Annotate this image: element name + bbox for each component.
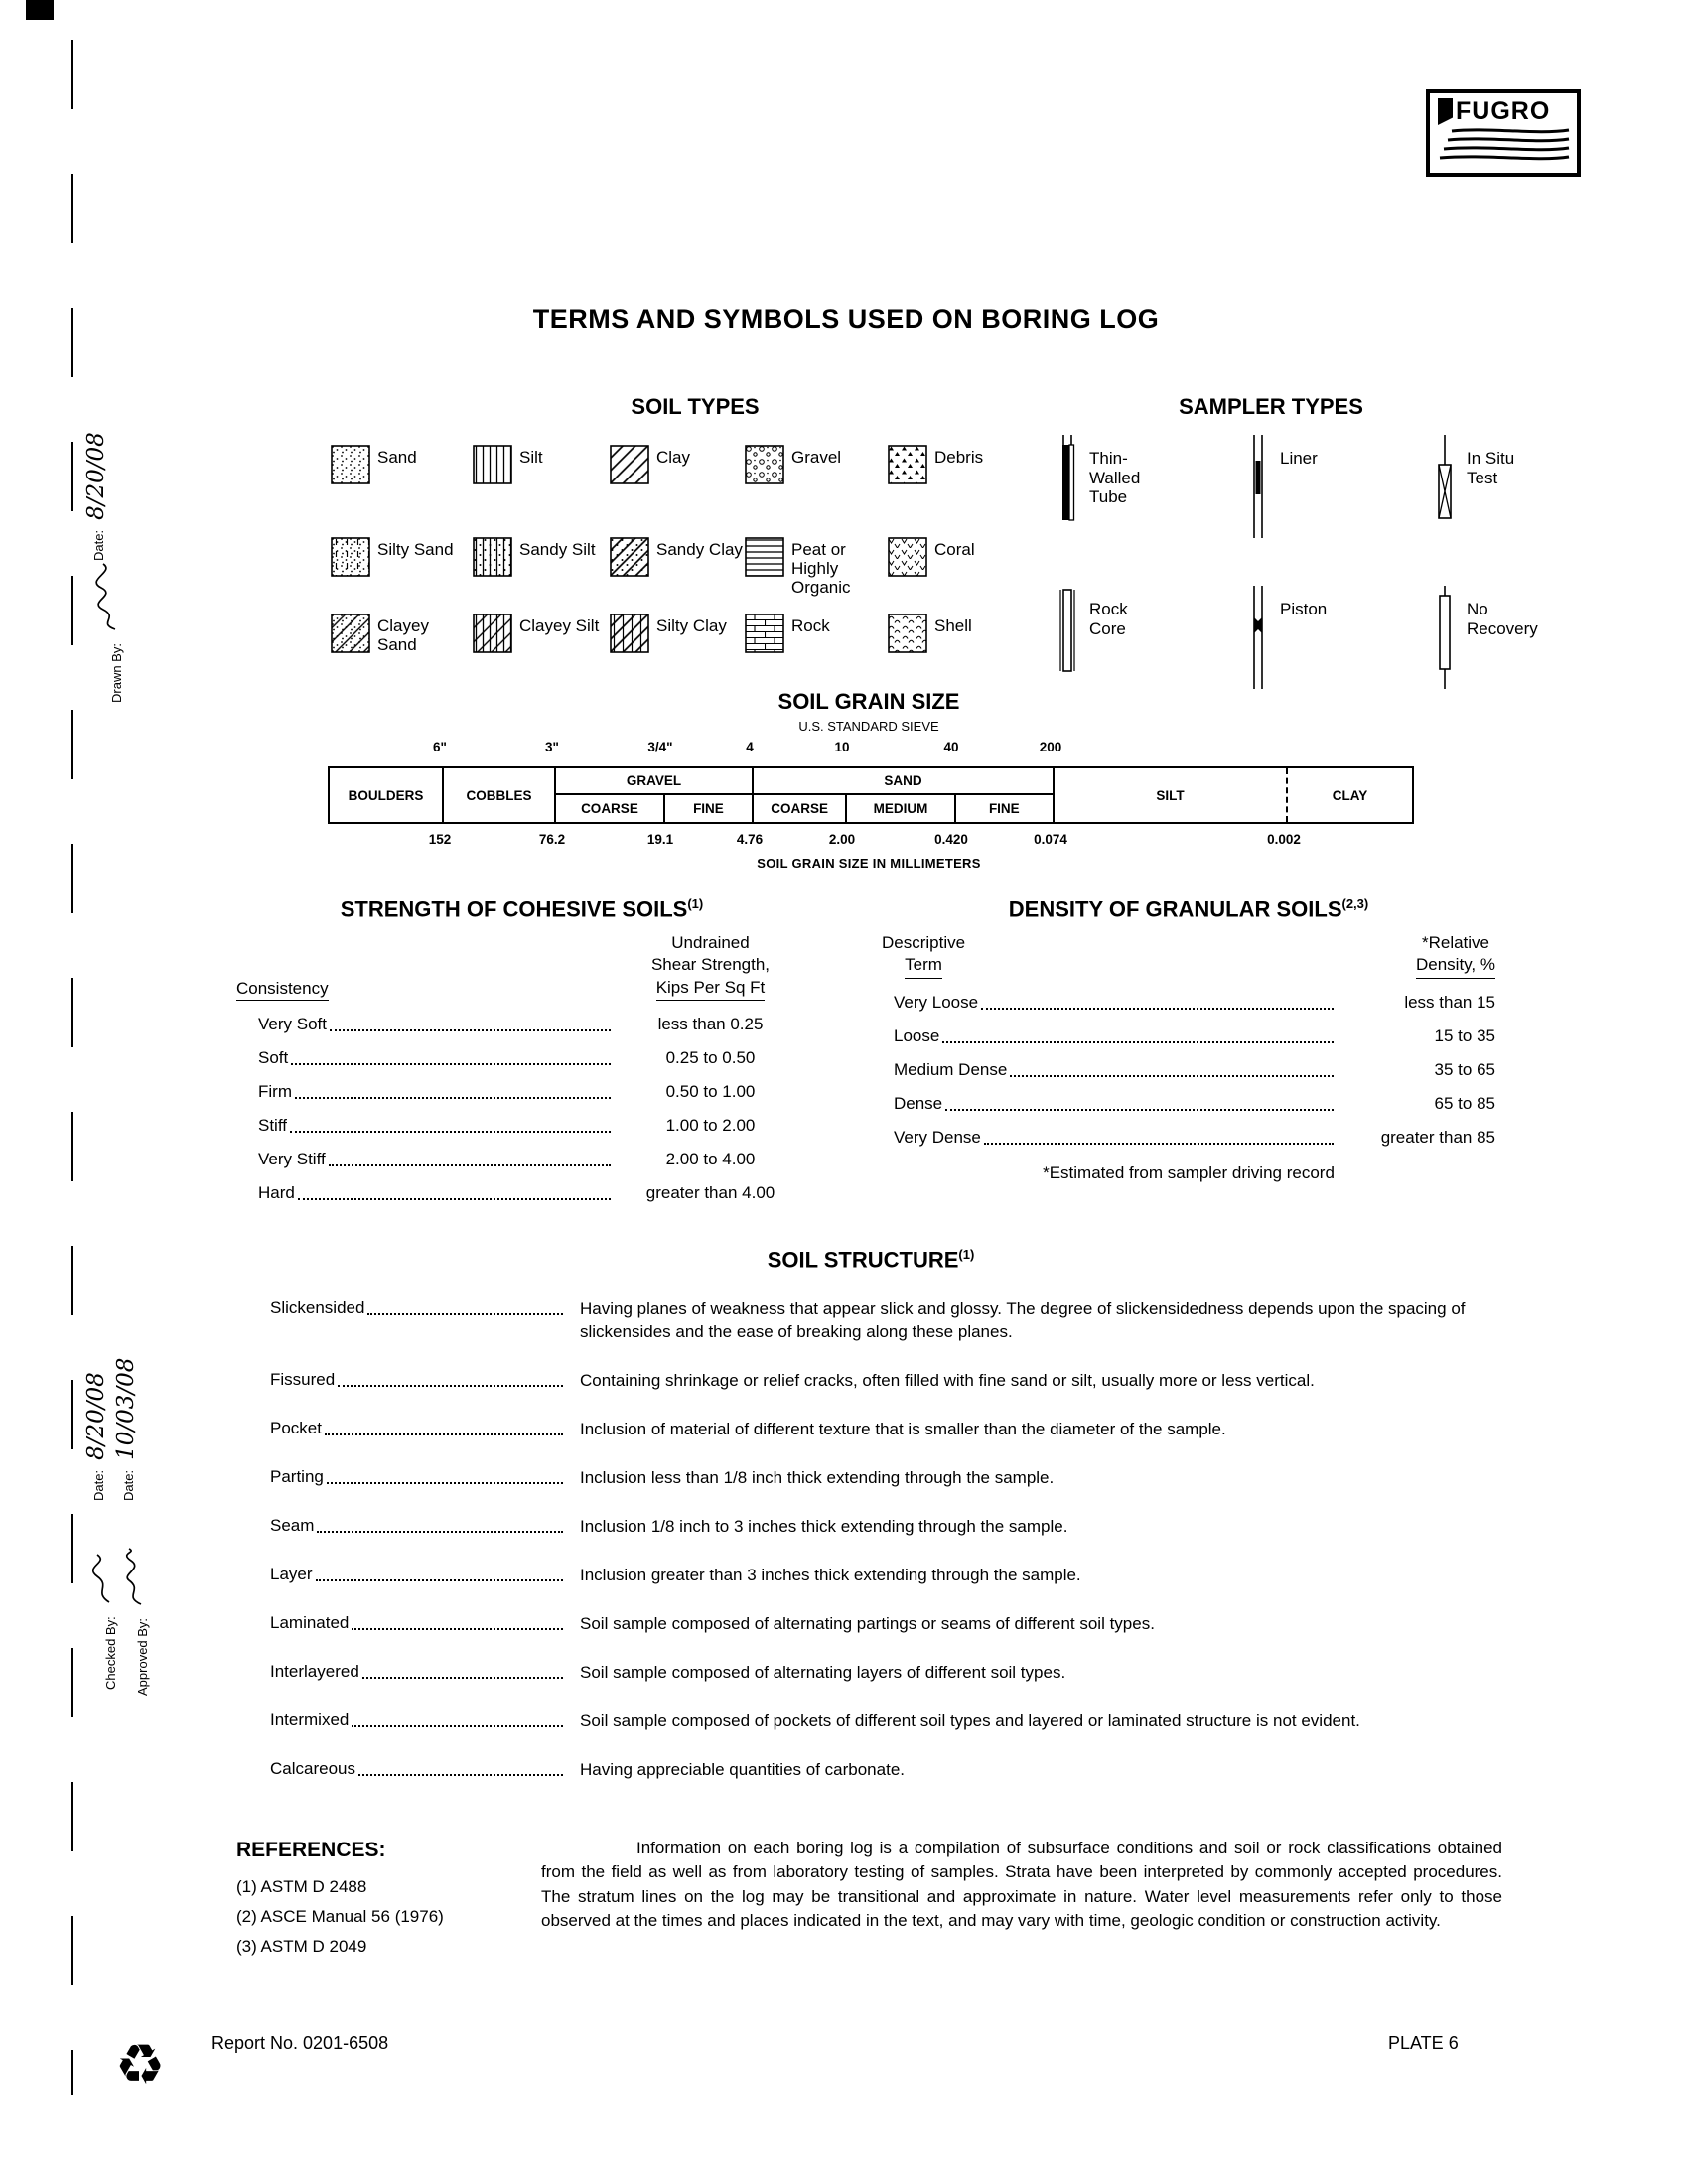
sieve-label: 40	[943, 740, 959, 754]
column-boulders	[330, 768, 442, 822]
density-term: Very Loose	[894, 992, 979, 1012]
structure-row	[236, 1759, 1505, 1782]
mm-value: 0.420	[934, 832, 968, 847]
soil-type-peat	[745, 537, 888, 614]
dotted-leader	[942, 1041, 1334, 1043]
structure-term: Laminated	[270, 1612, 350, 1632]
clay-pattern-icon	[610, 445, 649, 484]
soil-type-label: Sandy Clay	[656, 540, 743, 559]
soil-type-label: Sand	[377, 448, 417, 467]
dotted-leader	[1010, 1075, 1334, 1077]
piston-icon	[1245, 586, 1271, 695]
soil-structure-superscript: (1)	[958, 1247, 975, 1262]
clayey-silt-pattern-icon	[473, 614, 512, 653]
mm-value: 0.074	[1034, 832, 1067, 847]
consistency-term: Soft	[258, 1047, 289, 1067]
margin-date-top	[83, 432, 109, 561]
density-term: Loose	[894, 1025, 940, 1045]
density-row	[882, 1060, 1495, 1080]
column-header: SILT	[1156, 787, 1185, 803]
sandy-silt-pattern-icon	[473, 537, 512, 577]
structure-definition: Having planes of weakness that appear slick and glossy. The degree of slickensidedness depends upon the spacing of slickensides and the ease of breaking along these planes.	[580, 1299, 1466, 1342]
density-table-header	[882, 932, 1495, 978]
dotted-leader	[338, 1385, 563, 1387]
column-header: SAND	[754, 768, 1053, 795]
sampler-type-label: Liner	[1280, 449, 1318, 468]
sand-subcolumns	[754, 795, 1053, 822]
density-row	[882, 1026, 1495, 1046]
dotted-leader	[329, 1164, 611, 1166]
gravel-pattern-icon	[745, 445, 784, 484]
strength-row	[236, 1150, 807, 1169]
strength-table	[236, 896, 807, 1203]
margin-drawn-by	[95, 560, 124, 703]
structure-definition: Containing shrinkage or relief cracks, often filled with fine sand or silt, usually more or less vertical.	[580, 1371, 1315, 1391]
soil-structure-heading	[236, 1247, 1505, 1273]
density-value: 65 to 85	[1434, 1093, 1495, 1113]
strength-row	[236, 1015, 807, 1034]
clayey-sand-pattern-icon	[331, 614, 370, 653]
column-header: BOULDERS	[348, 787, 424, 803]
sampler-type-label: Piston	[1280, 600, 1328, 618]
header-line: *Relative	[1421, 933, 1490, 953]
subcolumn-header: MEDIUM	[845, 795, 953, 822]
density-table	[882, 896, 1495, 1183]
dotted-leader	[290, 1131, 611, 1133]
column-sand	[752, 768, 1053, 822]
peat-pattern-icon	[745, 537, 784, 577]
sandy-clay-pattern-icon	[610, 537, 649, 577]
sieve-label: 200	[1039, 740, 1062, 754]
fugro-logo-text: FUGRO	[1456, 97, 1551, 125]
references-heading: REFERENCES:	[236, 1839, 386, 1861]
sampler-in-situ-test	[1432, 435, 1617, 586]
date-label: Date:	[91, 529, 106, 561]
consistency-term: Stiff	[258, 1115, 287, 1135]
soil-type-label: Gravel	[791, 448, 842, 467]
strength-row	[236, 1183, 807, 1203]
dotted-leader	[317, 1531, 563, 1533]
dotted-leader	[352, 1628, 563, 1630]
margin-date-checked	[83, 1372, 109, 1501]
structure-definition: Inclusion greater than 3 inches thick extending through the sample.	[580, 1565, 1081, 1584]
column-header: CLAY	[1332, 787, 1368, 803]
debris-pattern-icon	[888, 445, 927, 484]
shell-pattern-icon	[888, 614, 927, 653]
fugro-logo	[1426, 89, 1581, 177]
scan-corner-mark	[26, 0, 54, 20]
in-situ-test-icon	[1432, 435, 1458, 544]
fugro-waves-icon	[1438, 126, 1571, 166]
sampler-type-label: Rock Core	[1089, 600, 1128, 638]
subcolumn-header: FINE	[663, 795, 752, 822]
dotted-leader	[981, 1008, 1334, 1010]
scan-left-margin-line	[71, 40, 73, 2095]
no-recovery-icon	[1432, 586, 1458, 695]
soil-type-clay	[610, 445, 745, 537]
structure-term: Interlayered	[270, 1661, 359, 1681]
silty-clay-pattern-icon	[610, 614, 649, 653]
soil-type-coral	[888, 537, 1027, 614]
grain-size-subheading: U.S. STANDARD SIEVE	[798, 719, 939, 734]
density-row	[882, 1128, 1495, 1148]
approved-by-label: Approved By:	[135, 1617, 150, 1696]
column-cobbles	[442, 768, 554, 822]
strength-value: greater than 4.00	[645, 1182, 776, 1202]
density-value: 15 to 35	[1434, 1025, 1495, 1045]
subcolumn-header: COARSE	[771, 801, 829, 816]
soil-type-label: Coral	[934, 540, 975, 559]
strength-value: 2.00 to 4.00	[665, 1149, 756, 1168]
soil-type-debris	[888, 445, 1027, 537]
header-line: Density, %	[1416, 954, 1495, 978]
dotted-leader	[325, 1433, 563, 1435]
soil-type-sandy-clay	[610, 537, 745, 614]
sieve-label: 3"	[545, 740, 559, 754]
density-row	[882, 993, 1495, 1013]
structure-row	[236, 1662, 1505, 1685]
consistency-term: Very Stiff	[258, 1149, 326, 1168]
soil-type-label: Clayey Sand	[377, 616, 429, 655]
column-gravel	[554, 768, 752, 822]
subcolumn-header: COARSE	[581, 801, 638, 816]
references-section	[236, 1839, 534, 1961]
strength-value: less than 0.25	[657, 1014, 764, 1033]
dotted-leader	[298, 1198, 611, 1200]
liner-icon	[1245, 435, 1271, 544]
dotted-leader	[984, 1143, 1334, 1145]
consistency-term: Very Soft	[258, 1014, 327, 1033]
consistency-term: Hard	[258, 1182, 295, 1202]
margin-checked-by	[91, 1551, 118, 1690]
soil-type-label: Clay	[656, 448, 691, 467]
structure-definition: Soil sample composed of alternating layers of different soil types.	[580, 1662, 1066, 1682]
structure-row	[236, 1710, 1505, 1733]
checked-by-label: Checked By:	[103, 1616, 118, 1690]
drawn-by-label: Drawn By:	[109, 643, 124, 703]
sand-pattern-icon	[331, 445, 370, 484]
header-line: Kips Per Sq Ft	[656, 977, 766, 1001]
density-term: Very Dense	[894, 1127, 981, 1147]
sieve-label: 3/4"	[647, 740, 673, 754]
structure-term: Fissured	[270, 1370, 336, 1390]
mm-value: 152	[428, 832, 452, 847]
strength-value: 0.50 to 1.00	[665, 1081, 756, 1101]
reference-item: (3) ASTM D 2049	[236, 1936, 367, 1956]
soil-type-label: Peat or Highly Organic	[791, 540, 851, 598]
silty-sand-pattern-icon	[331, 537, 370, 577]
dotted-leader	[352, 1725, 563, 1727]
sieve-label: 4	[746, 740, 754, 754]
density-footnote: *Estimated from sampler driving record	[1043, 1162, 1335, 1182]
strength-row	[236, 1082, 807, 1102]
structure-definition: Inclusion less than 1/8 inch thick extending through the sample.	[580, 1468, 1055, 1488]
structure-term: Layer	[270, 1564, 313, 1583]
grain-size-table	[328, 766, 1414, 824]
checked-date-handwritten: 8/20/08	[83, 1372, 109, 1460]
dotted-leader	[291, 1063, 611, 1065]
header-line: Term	[905, 954, 942, 978]
boring-log-note-paragraph: Information on each boring log is a compilation of subsurface conditions and soil or rock classifications obtained from the field as well as from laboratory testing of samples. Strata have been interpreted by commonly accepted procedures. The stratum lines on the log may be transitional and approximate in nature. Water level measurements refer only to those observed at the times and places indicated in the text, and may vary with time, geologic condition or construction activity.	[541, 1839, 1502, 1931]
dotted-leader	[327, 1482, 563, 1484]
soil-type-label: Silty Clay	[656, 616, 727, 635]
soil-type-sand	[331, 445, 473, 537]
structure-definition: Soil sample composed of alternating partings or seams of different soil types.	[580, 1613, 1155, 1633]
consistency-term: Firm	[258, 1081, 292, 1101]
density-value: less than 15	[1404, 992, 1495, 1012]
date-value-handwritten: 8/20/08	[83, 432, 109, 520]
dotted-leader	[945, 1109, 1334, 1111]
sampler-no-recovery	[1432, 586, 1617, 737]
structure-row	[236, 1419, 1505, 1441]
gravel-subcolumns	[556, 795, 752, 822]
relative-density-header	[1416, 932, 1495, 978]
mm-value: 4.76	[736, 832, 764, 847]
soil-type-silty-sand	[331, 537, 473, 614]
strength-heading-superscript: (1)	[687, 896, 704, 911]
structure-row	[236, 1613, 1505, 1636]
density-value: greater than 85	[1380, 1127, 1495, 1147]
mm-value: 0.002	[1267, 832, 1301, 847]
dotted-leader	[358, 1774, 563, 1776]
column-header: COBBLES	[466, 787, 532, 803]
soil-type-gravel	[745, 445, 888, 537]
structure-row	[236, 1467, 1505, 1490]
soil-type-sandy-silt	[473, 537, 610, 614]
reference-item: (1) ASTM D 2488	[236, 1877, 367, 1896]
approved-by-signature	[121, 1547, 147, 1608]
soil-type-silt	[473, 445, 610, 537]
structure-definition: Inclusion of material of different texture that is smaller than the diameter of the sample.	[580, 1420, 1226, 1439]
fugro-flag-icon	[1438, 98, 1453, 125]
mm-value: 2.00	[828, 832, 856, 847]
structure-row	[236, 1565, 1505, 1587]
page-title: TERMS AND SYMBOLS USED ON BORING LOG	[532, 304, 1160, 334]
soil-types-legend	[331, 445, 1041, 703]
strength-row	[236, 1116, 807, 1136]
consistency-header: Consistency	[236, 979, 329, 1001]
grain-size-footer: SOIL GRAIN SIZE IN MILLIMETERS	[757, 856, 981, 871]
structure-row	[236, 1370, 1505, 1393]
mm-value: 76.2	[538, 832, 566, 847]
drawn-by-signature	[95, 560, 121, 633]
sieve-label: 6"	[433, 740, 447, 754]
date-label: Date:	[91, 1469, 106, 1501]
density-term: Medium Dense	[894, 1059, 1008, 1079]
column-silt	[1053, 768, 1286, 822]
coral-pattern-icon	[888, 537, 927, 577]
soil-type-label: Sandy Silt	[519, 540, 596, 559]
plate-number: PLATE 6	[1388, 2033, 1459, 2053]
density-row	[882, 1094, 1495, 1114]
soil-type-label: Shell	[934, 616, 972, 635]
strength-value: 0.25 to 0.50	[665, 1047, 756, 1067]
soil-types-heading: SOIL TYPES	[631, 394, 760, 419]
dotted-leader	[362, 1677, 563, 1679]
structure-term: Slickensided	[270, 1298, 365, 1318]
sampler-type-label: Thin-Walled Tube	[1089, 449, 1141, 507]
sieve-label: 10	[834, 740, 850, 754]
silt-pattern-icon	[473, 445, 512, 484]
mm-value: 19.1	[646, 832, 674, 847]
soil-type-label: Silt	[519, 448, 543, 467]
soil-type-label: Silty Sand	[377, 540, 454, 559]
structure-definition: Inclusion 1/8 inch to 3 inches thick extending through the sample.	[580, 1517, 1068, 1537]
structure-term: Calcareous	[270, 1758, 355, 1778]
sampler-type-label: No Recovery	[1467, 600, 1538, 638]
strength-table-header	[236, 932, 807, 1000]
density-value: 35 to 65	[1434, 1059, 1495, 1079]
grain-size-mm-values	[328, 832, 1414, 850]
soil-type-label: Rock	[791, 616, 830, 635]
rock-core-icon	[1055, 586, 1080, 695]
structure-term: Parting	[270, 1467, 324, 1487]
descriptive-term-header	[882, 932, 965, 978]
soil-structure-heading-text: SOIL STRUCTURE	[767, 1247, 959, 1273]
soil-type-clayey-sand	[331, 614, 473, 703]
sampler-thin-walled-tube	[1055, 435, 1245, 586]
recycle-icon: ♻	[115, 2033, 166, 2096]
thin-walled-tube-icon	[1055, 435, 1080, 544]
header-line: Descriptive	[882, 933, 966, 953]
density-heading	[882, 896, 1495, 922]
soil-type-label: Clayey Silt	[519, 616, 600, 635]
density-heading-text: DENSITY OF GRANULAR SOILS	[1008, 896, 1342, 922]
structure-row	[236, 1298, 1505, 1344]
shear-strength-header	[614, 932, 807, 1000]
sampler-piston	[1245, 586, 1432, 737]
sampler-types-heading: SAMPLER TYPES	[1179, 394, 1363, 419]
soil-type-label: Debris	[934, 448, 984, 467]
column-header: GRAVEL	[556, 768, 752, 795]
density-heading-superscript: (2,3)	[1341, 896, 1369, 911]
grain-size-heading: SOIL GRAIN SIZE	[777, 689, 960, 714]
strength-value: 1.00 to 2.00	[665, 1115, 756, 1135]
sampler-type-label: In Situ Test	[1467, 449, 1515, 487]
sampler-liner	[1245, 435, 1432, 586]
structure-term: Intermixed	[270, 1709, 350, 1729]
structure-definition: Having appreciable quantities of carbonate.	[580, 1759, 905, 1779]
structure-term: Seam	[270, 1516, 315, 1536]
dotted-leader	[367, 1313, 563, 1315]
structure-definition: Soil sample composed of pockets of different soil types and layered or laminated structure is not evident.	[580, 1710, 1360, 1730]
subcolumn-header: FINE	[954, 795, 1053, 822]
dotted-leader	[295, 1097, 611, 1099]
checked-by-signature	[91, 1551, 115, 1606]
margin-date-approved	[113, 1358, 139, 1501]
soil-structure-section	[236, 1247, 1505, 1782]
reference-item: (2) ASCE Manual 56 (1976)	[236, 1906, 444, 1926]
header-line: Undrained	[671, 933, 750, 953]
density-term: Dense	[894, 1093, 943, 1113]
structure-row	[236, 1516, 1505, 1539]
approved-date-handwritten: 10/03/08	[113, 1357, 139, 1460]
strength-heading	[236, 896, 807, 922]
fugro-logo-top	[1438, 97, 1569, 126]
header-line: Shear Strength,	[650, 955, 771, 975]
strength-heading-text: STRENGTH OF COHESIVE SOILS	[340, 896, 688, 922]
rock-pattern-icon	[745, 614, 784, 653]
margin-approved-by	[121, 1547, 150, 1696]
sieve-size-labels	[328, 740, 1414, 757]
column-clay	[1286, 768, 1412, 822]
date-label: Date:	[121, 1469, 136, 1501]
report-number: Report No. 0201-6508	[212, 2033, 389, 2053]
strength-row	[236, 1048, 807, 1068]
dotted-leader	[316, 1579, 563, 1581]
structure-term: Pocket	[270, 1419, 322, 1438]
dotted-leader	[330, 1029, 611, 1031]
